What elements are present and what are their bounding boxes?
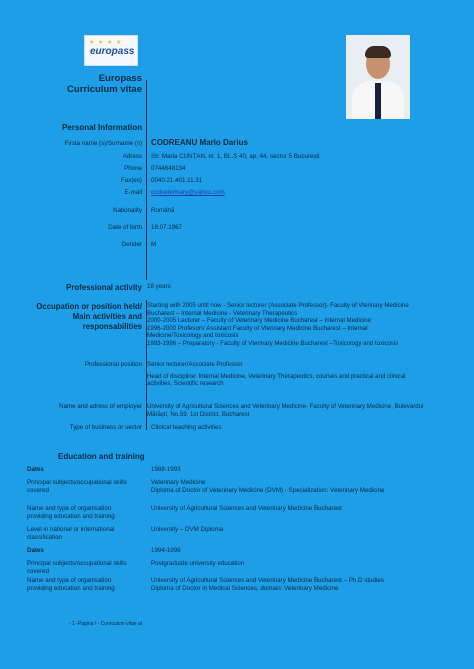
page-title	[67, 73, 142, 95]
page-footer: - 1 -Pagina / - Curriculum vitae al	[68, 621, 142, 627]
address-value: Str. Maria CUNȚAN, nr. 1, BL.S 40, ap. 44, sector 5 București	[151, 153, 320, 160]
occupation-line: Medicine/Toxicology and toxicosis	[147, 332, 239, 340]
employer-line: Mărăști, No.59, 1st District, Bucharest	[147, 410, 250, 418]
logo-text: europass	[90, 46, 135, 57]
occupation-list	[147, 302, 437, 348]
email-link[interactable]: codveterinary@yahoo.com	[151, 189, 225, 196]
photo-tie	[375, 83, 381, 119]
occupation-line: 2000-2005 Lecturer – Faculty of Veterinary Medicine Bucharest – Internal Medicine	[147, 317, 371, 325]
edu-org-label-b	[27, 577, 115, 592]
edu-org-label-1: Name and type of organisation	[27, 577, 112, 584]
edu-dates-value: 1988-1993	[151, 466, 181, 473]
full-name: CODREANU Mario Darius	[151, 138, 248, 147]
title-line-1: Europass	[98, 73, 142, 84]
edu-subjects-label	[27, 479, 127, 494]
gender-value: M	[151, 241, 157, 248]
position-line: activities, Scientific research	[147, 380, 224, 388]
gender-label: Gender	[121, 241, 142, 248]
section-professional-activity: Professional activity	[66, 283, 142, 292]
edu-org-value-2	[151, 577, 384, 592]
edu-subjects-line: Veterinary Medicine	[151, 479, 206, 486]
europass-logo	[84, 35, 138, 66]
phone-label: Phone	[124, 165, 142, 172]
position-list	[147, 361, 437, 388]
edu-org-line: University of Agricultural Sciences and Veterinary Medicine Bucharest – Ph.D studies	[151, 577, 384, 584]
edu-subjects-label-1: Principal subjects/occupational skills	[27, 560, 127, 567]
edu-dates-label: Dates	[27, 466, 44, 473]
edu-level-label-2: classification	[27, 533, 63, 541]
employer-line: University of Agricultural Sciences and Veterinary Medicine- Faculty of Veterinary Medicine, Bulevardul	[147, 403, 424, 410]
occupation-label-3: responsabilities	[82, 322, 142, 331]
dob-label: Date of birth	[108, 224, 142, 231]
edu-level-label	[27, 526, 114, 541]
employer-label: Name and adress of employer	[59, 403, 142, 410]
edu-dates-label-2: Dates	[27, 547, 44, 554]
edu-org-label-2: providing education and training	[27, 512, 115, 520]
edu-subjects-label-b	[27, 560, 127, 575]
position-line: Senior lecturer/Associate Professor	[147, 361, 243, 368]
email-label: E-mail	[124, 189, 142, 196]
edu-org-label-1: Name and type of organisation	[27, 505, 112, 512]
nationality-value: Română	[151, 207, 175, 214]
profile-photo	[346, 35, 410, 119]
divider-line	[146, 80, 147, 280]
position-label: Professional position	[84, 361, 142, 368]
occupation-line: Starting with 2005 until now - Senior lecturer (Associate Professor)- Faculty of Vterinary Medicine	[147, 302, 409, 309]
name-label: Firsta name (s)/Surname (s)	[64, 140, 142, 147]
eu-stars-icon: ★ ★ ★ ★	[89, 40, 123, 46]
section-personal-info: Personal Information	[61, 123, 142, 132]
professional-activity-value: 18 years	[147, 283, 171, 290]
edu-subjects-label-1: Principal subjects/occupational skills	[27, 479, 127, 486]
occupation-line: Bucharest – Internal Medicine - Veterinary Therapeutics	[147, 309, 298, 317]
address-label: Adress	[122, 153, 142, 160]
edu-level-label-1: Level in national or international	[27, 526, 115, 533]
edu-level-value: University – DVM Diploma	[151, 526, 224, 533]
photo-hair	[365, 46, 391, 58]
edu-subjects-value-2: Postgraduate university education	[151, 560, 245, 567]
dob-value: 18.07.1967	[151, 224, 182, 231]
occupation-heading	[36, 302, 142, 332]
edu-subjects-label-2: covered	[27, 486, 50, 494]
title-line-2: Curriculum vitae	[67, 84, 142, 95]
email-value	[151, 189, 225, 197]
phone-value: 0744648134	[151, 165, 186, 172]
occupation-line: 1993-1996 – Preparatory - Faculty of Vterinary Medicine Bucharest –Toxicology and toxicosis	[147, 339, 399, 347]
edu-subjects-line: Diploma of Doctor of Veterinary Medicine (DVM) - Specialization: Veterinary Medicine	[151, 486, 385, 494]
edu-subjects-value	[151, 479, 385, 494]
edu-org-value: University of Agricultural Sciences and Veterinary Medicine Bucharest	[151, 505, 342, 512]
occupation-line: 1996-2000 Profesors' Assistant Faculty of Vterinary Medicine Bucharest – Internal	[147, 324, 368, 332]
fax-label: Fax(es)	[121, 177, 142, 184]
nationality-label: Nationality	[113, 207, 142, 214]
edu-org-label	[27, 505, 115, 520]
edu-subjects-label-2: covered	[27, 567, 50, 575]
position-line: Head of discipline: Internal Medicine, Veterinary Therapeutics, courses and practical and clinical	[147, 372, 406, 380]
business-value: Clinical teaching activities	[151, 424, 222, 431]
section-education: Education and training	[58, 452, 145, 461]
edu-org-label-2: providing education and training	[27, 584, 115, 592]
occupation-label-2: Main activities and	[72, 312, 142, 321]
employer-value	[147, 403, 437, 418]
edu-org-line: Diploma of Doctor in Medical Sciences, domain: Veterinary Medicine	[151, 584, 339, 592]
fax-value: 0040.21.401.11.31	[151, 177, 203, 184]
business-label: Type of business or sector	[69, 424, 142, 431]
edu-dates-value-2: 1994-1999	[151, 547, 181, 554]
occupation-label-1: Occupation or position held/	[36, 302, 142, 311]
